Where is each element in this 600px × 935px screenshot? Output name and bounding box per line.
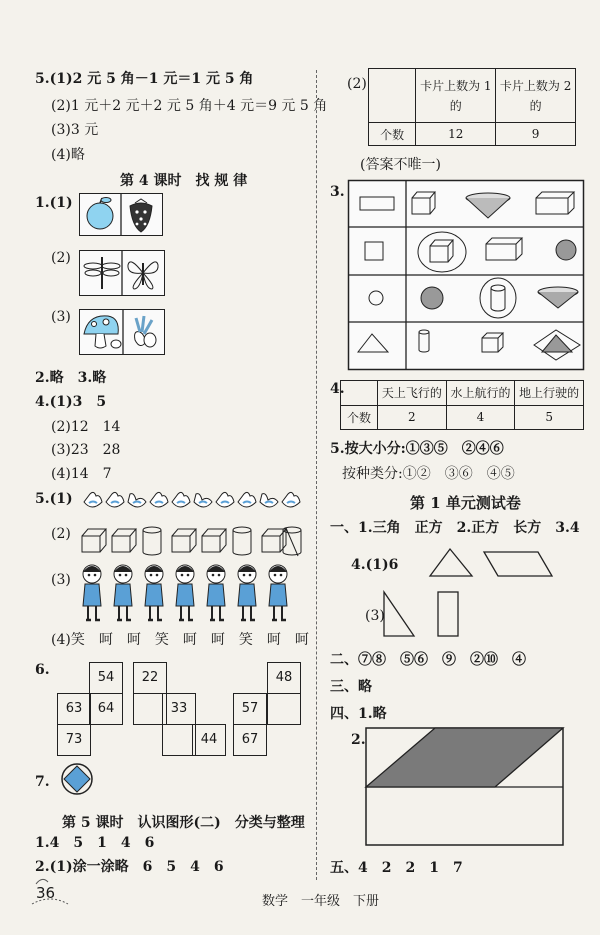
answer-2-label: (2) (347, 76, 367, 92)
solid-shapes-row (80, 524, 305, 558)
unit-answer-2: 二、⑦⑧ ⑤⑥ ⑨ ②⑩ ④ (330, 652, 526, 668)
unit-answer-4: 4.(1)6 (351, 557, 399, 573)
table-header-1: 天上飞行的 (378, 381, 447, 406)
grid-cell: 44 (192, 724, 226, 756)
answer-5-1: 5.(1)2 元 5 角－1 元＝1 元 5 角 (35, 71, 254, 87)
child-icon (145, 565, 163, 620)
child-icon (114, 565, 132, 620)
child-icon (176, 565, 194, 620)
answer-4: 4. (330, 381, 345, 397)
page-number: 36 (36, 884, 56, 902)
duck-icon (84, 492, 102, 507)
duck-icon (194, 494, 212, 507)
grid-cell: 64 (89, 693, 123, 725)
table-row-label: 个数 (369, 123, 416, 146)
table-header-2: 卡片上数为 2 的 (496, 69, 576, 123)
insect-pattern-box (79, 250, 165, 296)
answer-4-3: (3)23 28 (51, 442, 121, 458)
duck-icon (260, 494, 278, 507)
card-count-table (368, 68, 576, 146)
unit-answer-1: 一、1.三角 正方 2.正方 长方 3.4 (330, 520, 580, 536)
diamond-in-circle-icon (60, 762, 94, 796)
answer-4-4: (4)14 7 (51, 466, 112, 482)
answer-5-3: (3)3 元 (51, 122, 99, 138)
duck-icon (216, 492, 234, 507)
vegetable-pattern-box (79, 309, 165, 355)
answer-4-2: (2)12 14 (51, 419, 121, 435)
lesson5-answer-2: 2.(1)涂一涂略 6 5 4 6 (35, 859, 224, 875)
grid-cell: 33 (162, 693, 196, 725)
cylinder-icon (143, 527, 161, 555)
child-icon (269, 565, 287, 620)
grid-cell (162, 724, 196, 756)
answer-5-type: 按种类分:①② ③⑥ ④⑤ (342, 466, 515, 482)
table-header-2: 水上航行的 (446, 381, 515, 406)
parallelogram-icon (484, 552, 552, 576)
triangle-icon (430, 549, 472, 576)
cylinder-icon (233, 527, 251, 555)
lesson5-title: 第 5 课时 认识图形(二) 分类与整理 (62, 815, 305, 831)
pattern-5-1: 5.(1) (35, 491, 73, 507)
answer-1-2: (2) (51, 250, 71, 266)
unit-answer-4-1: 四、1.略 (330, 706, 387, 722)
table-cell: 12 (416, 123, 496, 146)
strawberry-icon (80, 194, 162, 235)
duck-icon (106, 492, 124, 507)
radish-icon (80, 310, 164, 354)
duck-icon (238, 492, 256, 507)
table-cell: 2 (378, 405, 447, 430)
parallelogram-figure (365, 727, 565, 847)
table-cell: 4 (446, 405, 515, 430)
duck-icon (172, 492, 190, 507)
right-triangle-icon (384, 592, 414, 636)
cube-icon (82, 529, 106, 552)
table-header-3: 地上行驶的 (515, 381, 584, 406)
footer: 数学 一年级 下册 (262, 894, 380, 909)
answer-4-1: 4.(1)3 5 (35, 394, 107, 410)
unit-test-title: 第 1 单元测试卷 (410, 494, 521, 512)
sphere-icon (556, 240, 576, 260)
shapes-4-3 (380, 588, 470, 648)
answer-note: (答案不唯一) (360, 157, 441, 173)
child-icon (83, 565, 101, 620)
child-icon (238, 565, 256, 620)
column-divider (316, 70, 317, 880)
shape-sorting-grid (348, 180, 584, 370)
answer-2-3: 2.略 3.略 (35, 370, 107, 386)
duck-icon (282, 492, 300, 507)
grid-cell: 57 (233, 693, 267, 725)
table-header-empty (341, 381, 378, 406)
cube-icon (112, 529, 136, 552)
unit-answer-3: 三、略 (330, 679, 372, 695)
table-cell: 5 (515, 405, 584, 430)
lesson5-answer-1: 1.4 5 1 4 6 (35, 835, 155, 851)
sphere-icon (421, 287, 443, 309)
shapes-4-1 (420, 546, 570, 586)
transport-count-table (340, 380, 584, 430)
grid-cell: 67 (233, 724, 267, 756)
answer-1-3: (3) (51, 309, 71, 325)
grid-cell: 48 (267, 662, 301, 694)
grid-cell (267, 693, 301, 725)
pattern-5-3: (3) (51, 572, 71, 588)
page-number-badge (30, 876, 70, 906)
table-cell: 9 (496, 123, 576, 146)
unit-answer-4-2: 2. (351, 732, 366, 748)
table-row-label: 个数 (341, 405, 378, 430)
pattern-5-4: (4)笑 呵 呵 笑 呵 呵 笑 呵 呵 (51, 632, 309, 648)
grid-cell: 73 (57, 724, 91, 756)
pattern-5-2: (2) (51, 526, 71, 542)
cube-icon (202, 529, 226, 552)
duck-row (80, 486, 305, 514)
cube-icon (262, 529, 286, 552)
lesson4-title: 第 4 课时 找 规 律 (120, 173, 248, 189)
answer-3: 3. (330, 184, 345, 200)
fruit-pattern-box (79, 193, 163, 236)
answer-6: 6. (35, 662, 50, 678)
unit-answer-5: 五、4 2 2 1 7 (330, 860, 463, 876)
butterfly-icon (80, 251, 164, 295)
children-row (80, 562, 305, 628)
rectangle-icon (438, 592, 458, 636)
answer-7: 7. (35, 774, 50, 790)
table-header-1: 卡片上数为 1 的 (416, 69, 496, 123)
duck-icon (150, 492, 168, 507)
cube-icon (172, 529, 196, 552)
table-header-empty (369, 69, 416, 123)
answer-5-2: (2)1 元＋2 元＋2 元 5 角＋4 元＝9 元 5 角 (51, 98, 328, 114)
unit-answer-4-3: (3) (365, 608, 385, 624)
duck-icon (128, 494, 146, 507)
answer-5-size: 5.按大小分:①③⑤ ②④⑥ (330, 441, 504, 457)
grid-cell: 63 (57, 693, 91, 725)
grid-cell: 22 (133, 662, 167, 694)
answer-1-1: 1.(1) (35, 195, 73, 211)
answer-5-4: (4)略 (51, 147, 85, 163)
grid-cell: 54 (89, 662, 123, 694)
child-icon (207, 565, 225, 620)
